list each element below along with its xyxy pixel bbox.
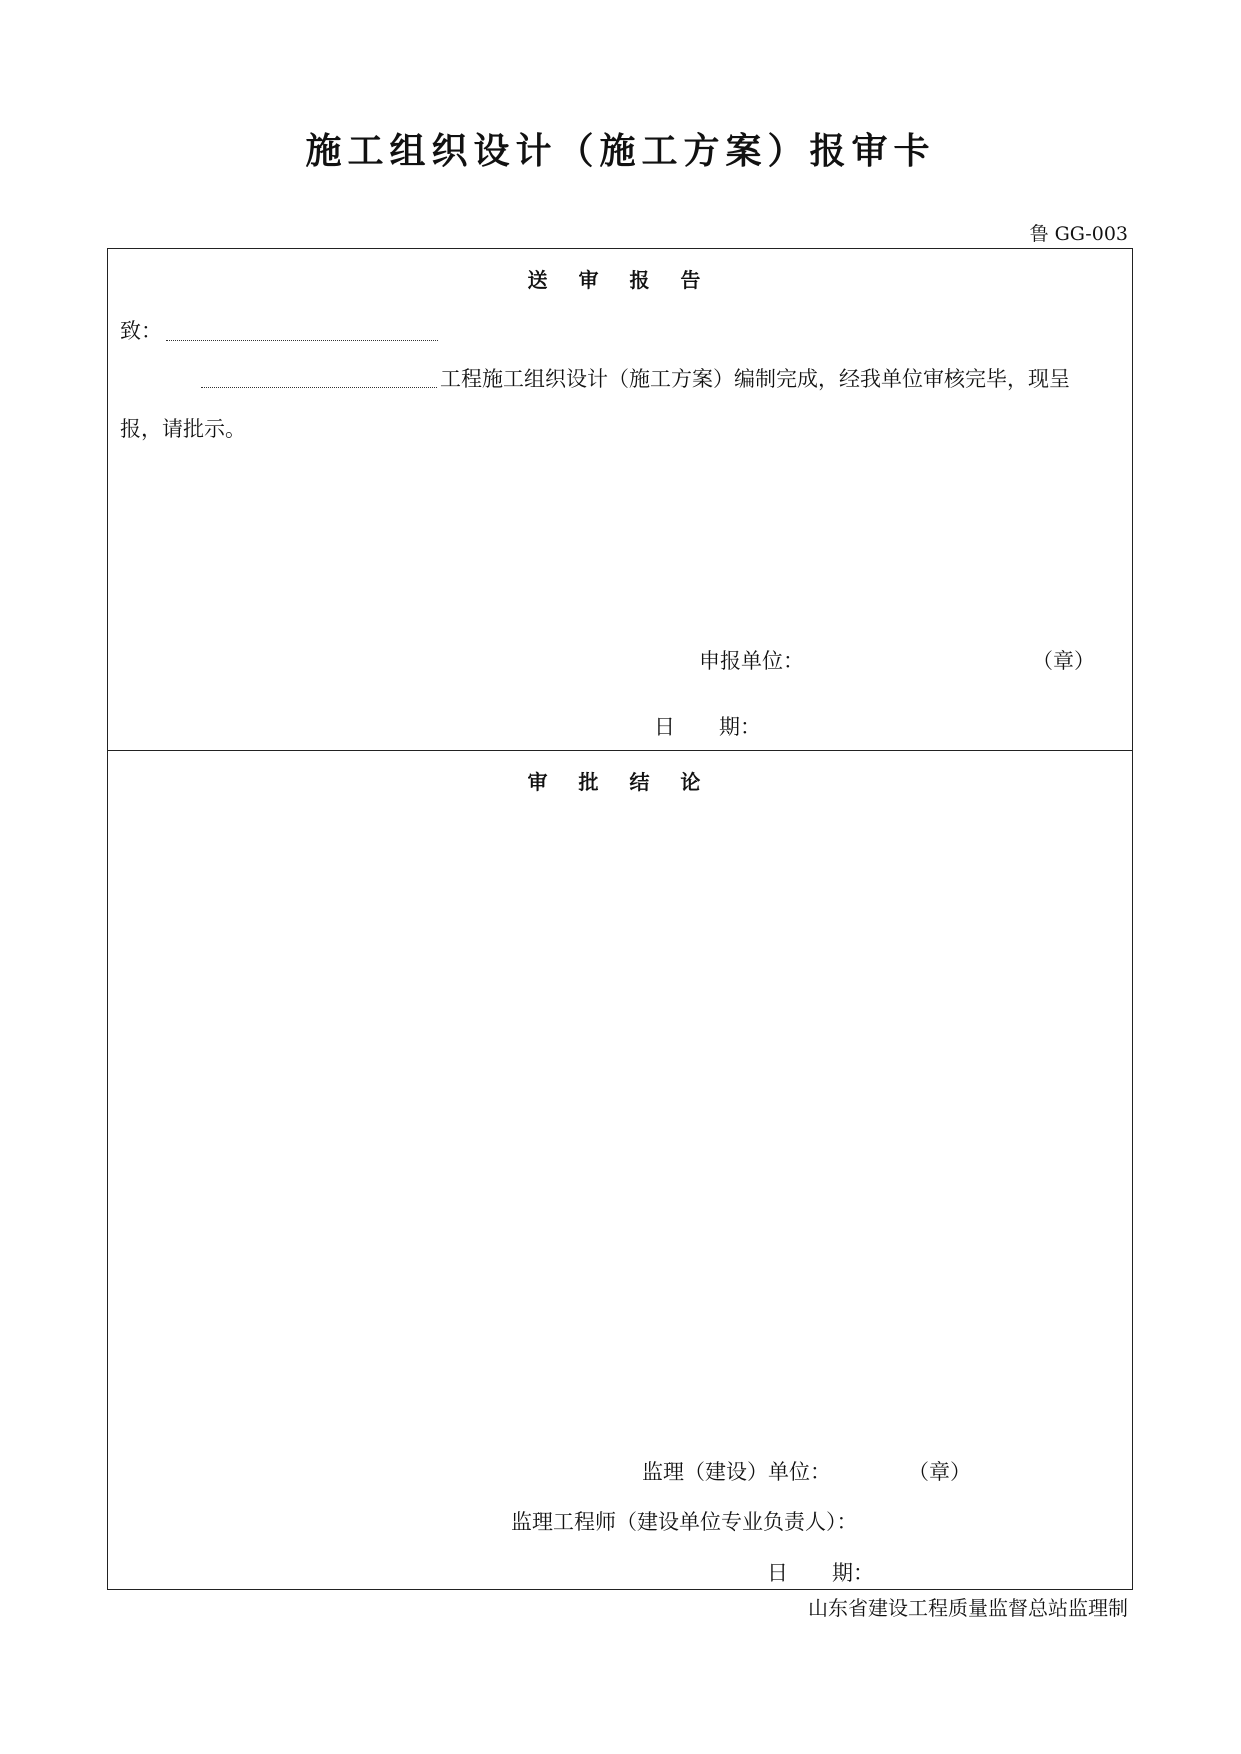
supervisor-seal-label: （章） bbox=[908, 1460, 971, 1484]
report-date-label bbox=[654, 713, 761, 741]
report-body-line-2: 报，请批示。 bbox=[120, 417, 246, 441]
recipient-blank-line[interactable] bbox=[166, 340, 438, 341]
applicant-unit-label: 申报单位： bbox=[699, 649, 804, 673]
report-section-heading: 送 审 报 告 bbox=[527, 268, 713, 292]
approval-date-label bbox=[767, 1559, 874, 1587]
approval-date-char-2: 期： bbox=[832, 1561, 874, 1585]
applicant-seal-label: （章） bbox=[1032, 649, 1095, 673]
to-label: 致： bbox=[120, 319, 162, 343]
approval-section-heading: 审 批 结 论 bbox=[527, 770, 713, 794]
project-name-blank-line[interactable] bbox=[201, 387, 437, 388]
document-title: 施工组织设计（施工方案）报审卡 bbox=[305, 131, 936, 172]
approval-date-char-1: 日 bbox=[767, 1561, 788, 1585]
section-divider bbox=[108, 750, 1132, 751]
report-date-char-1: 日 bbox=[654, 715, 675, 739]
engineer-label: 监理工程师（建设单位专业负责人）： bbox=[511, 1510, 858, 1534]
report-date-char-2: 期： bbox=[719, 715, 761, 739]
footer-issuer: 山东省建设工程质量监督总站监理制 bbox=[808, 1596, 1128, 1620]
supervisor-unit-label: 监理（建设）单位： bbox=[642, 1460, 831, 1484]
form-code: 鲁 GG-003 bbox=[1029, 223, 1128, 245]
report-body-line-1: 工程施工组织设计（施工方案）编制完成，经我单位审核完毕，现呈 bbox=[440, 367, 1070, 391]
form-frame bbox=[107, 248, 1133, 1590]
